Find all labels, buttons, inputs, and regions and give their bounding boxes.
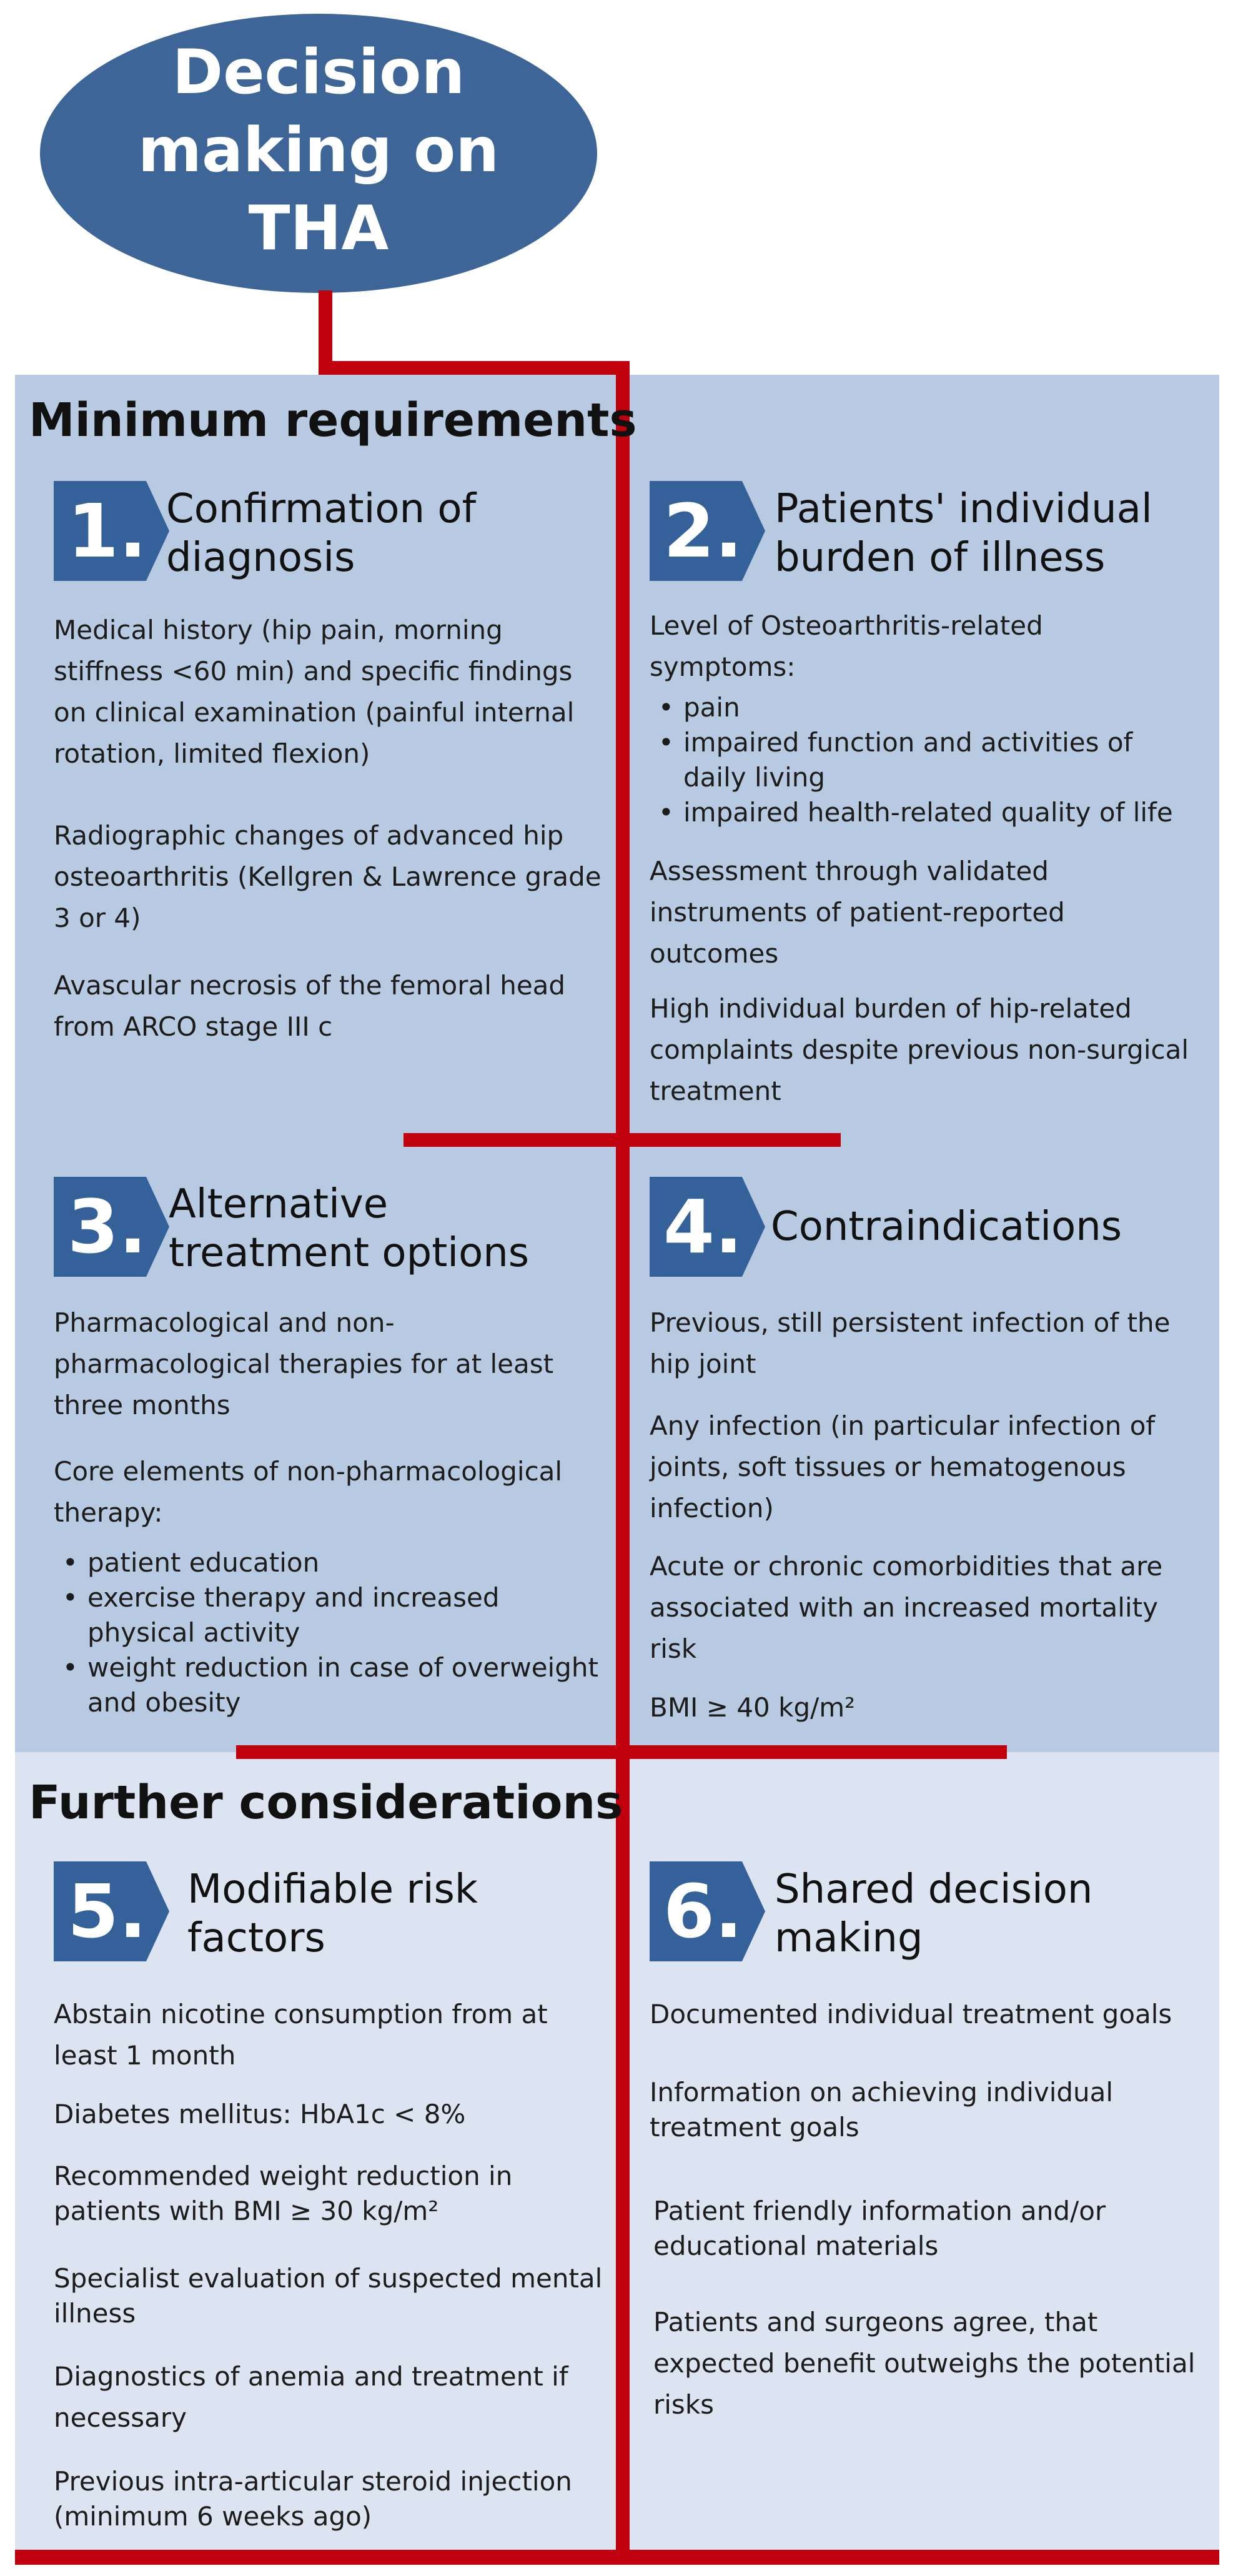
bullet-icon: • bbox=[62, 1582, 78, 1613]
item-title: Shared decision making bbox=[775, 1866, 1093, 1961]
list-item bbox=[54, 1545, 603, 1580]
badge-number: 1. bbox=[67, 488, 147, 574]
item-text: Specialist evaluation of suspected mental illness bbox=[54, 2263, 603, 2329]
item-title: Patients' individual burden of illness bbox=[775, 486, 1152, 581]
item-text: Core elements of non-pharmacological therapy: bbox=[54, 1456, 563, 1528]
number-badge bbox=[650, 481, 765, 581]
item-text: Abstain nicotine consumption from at least 1 month bbox=[54, 1999, 548, 2071]
bullet-icon: • bbox=[62, 1547, 78, 1578]
item-title: Contraindications bbox=[771, 1204, 1122, 1250]
item-text: Radiographic changes of advanced hip osteoarthritis (Kellgren & Lawrence grade 3 or 4) bbox=[54, 820, 602, 933]
list-item bbox=[54, 1650, 603, 1720]
item-text: Pharmacological and non-pharmacological therapies for at least three months bbox=[54, 1307, 554, 1420]
item-text: High individual burden of hip-related complaints despite previous non-surgical treatment bbox=[650, 993, 1189, 1106]
list-item-text: patient education bbox=[87, 1547, 320, 1578]
list-item-text: impaired function and activities of daily living bbox=[683, 727, 1133, 793]
badge-number: 3. bbox=[67, 1184, 147, 1270]
item-text: Patient friendly information and/or educational materials bbox=[653, 2196, 1106, 2261]
item-text: Acute or chronic comorbidities that are associated with an increased mortality risk bbox=[650, 1551, 1163, 1664]
item-title: Alternative treatment options bbox=[169, 1181, 530, 1276]
item-text: Medical history (hip pain, morning stiffness <60 min) and specific findings on clinical examination (painful internal rotation, limited flexion) bbox=[54, 615, 575, 769]
list-item bbox=[650, 795, 1199, 830]
item-title: Confirmation of diagnosis bbox=[166, 486, 477, 581]
page-title: Decision making on THA bbox=[137, 37, 500, 264]
badge-number: 2. bbox=[663, 488, 743, 574]
divider-vertical bbox=[616, 361, 630, 2550]
item-text: Diabetes mellitus: HbA1c < 8% bbox=[54, 2099, 466, 2129]
badge-number: 4. bbox=[663, 1184, 743, 1270]
list-item-text: weight reduction in case of overweight and obesity bbox=[87, 1652, 598, 1718]
number-badge bbox=[54, 1177, 169, 1277]
item-text: Diagnostics of anemia and treatment if necessary bbox=[54, 2361, 568, 2433]
list-item-text: impaired health-related quality of life bbox=[683, 797, 1173, 828]
list-item bbox=[54, 1580, 603, 1650]
section-heading-further: Further considerations bbox=[29, 1776, 623, 1830]
item-text: Any infection (in particular infection of joints, soft tissues or hematogenous infection) bbox=[650, 1410, 1156, 1523]
connector-line-top bbox=[319, 361, 630, 375]
item-text: BMI ≥ 40 kg/m² bbox=[650, 1692, 856, 1723]
list-item bbox=[650, 690, 1199, 725]
item-text: Information on achieving individual treatment goals bbox=[650, 2077, 1114, 2143]
list-item bbox=[650, 725, 1199, 795]
item-text: Assessment through validated instruments of patient-reported outcomes bbox=[650, 856, 1065, 969]
bullet-list bbox=[54, 1545, 603, 1720]
bullet-icon: • bbox=[658, 797, 674, 828]
divider-bottom bbox=[15, 2550, 1219, 2565]
number-badge bbox=[650, 1177, 765, 1277]
list-item-text: pain bbox=[683, 692, 740, 723]
number-badge bbox=[54, 1861, 169, 1961]
item-text: Recommended weight reduction in patients with BMI ≥ 30 kg/m² bbox=[54, 2161, 513, 2226]
title-oval bbox=[40, 14, 597, 293]
item-text: Previous, still persistent infection of the hip joint bbox=[650, 1307, 1171, 1379]
divider-horizontal-middle bbox=[404, 1133, 841, 1147]
badge-number: 5. bbox=[67, 1868, 147, 1954]
bullet-list bbox=[650, 690, 1199, 830]
item-text: Patients and surgeons agree, that expected benefit outweighs the potential risks bbox=[653, 2307, 1196, 2420]
connector-line-title bbox=[319, 290, 332, 365]
section-heading-minimum: Minimum requirements bbox=[29, 394, 637, 447]
item-text: Avascular necrosis of the femoral head from ARCO stage III c bbox=[54, 970, 566, 1042]
item-text: Previous intra-articular steroid injection (minimum 6 weeks ago) bbox=[54, 2466, 572, 2532]
badge-number: 6. bbox=[663, 1868, 743, 1954]
item-intro: Level of Osteoarthritis-related symptoms: bbox=[650, 610, 1043, 682]
number-badge bbox=[54, 481, 169, 581]
bullet-icon: • bbox=[658, 692, 674, 723]
bullet-icon: • bbox=[62, 1652, 78, 1683]
list-item-text: exercise therapy and increased physical activity bbox=[87, 1582, 500, 1648]
bullet-icon: • bbox=[658, 727, 674, 758]
item-title: Modifiable risk factors bbox=[187, 1866, 478, 1961]
divider-horizontal-lower bbox=[236, 1745, 1007, 1759]
item-text: Documented individual treatment goals bbox=[650, 1999, 1172, 2029]
number-badge bbox=[650, 1861, 765, 1961]
